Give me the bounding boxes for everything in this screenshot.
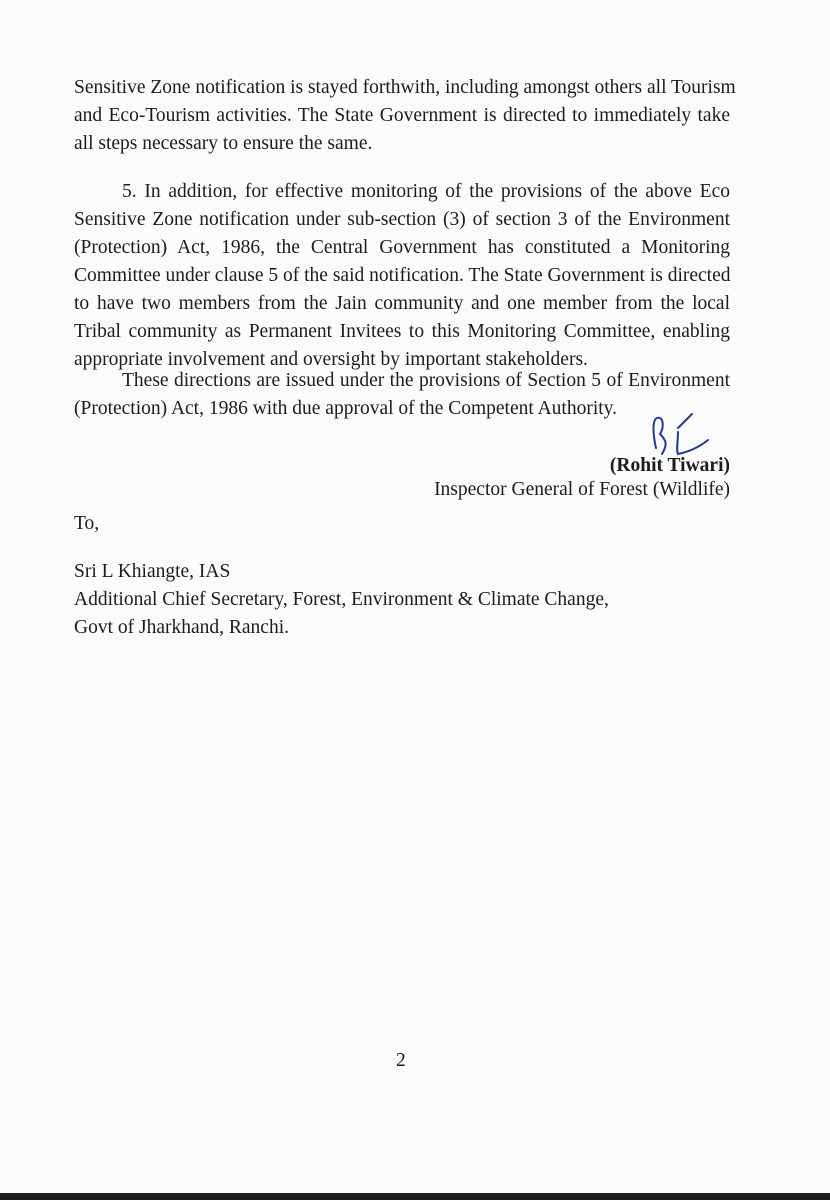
signatory-designation: Inspector General of Forest (Wildlife) xyxy=(434,479,730,500)
text-line: Committee under clause 5 of the said notification. The State Government is directed xyxy=(74,265,731,286)
text-line: (Protection) Act, 1986 with due approval of the Competent Authority. xyxy=(74,398,618,419)
signatory-name: (Rohit Tiwari) xyxy=(609,455,730,476)
addressee-line: Additional Chief Secretary, Forest, Environment & Climate Change, xyxy=(74,589,609,610)
text-line: appropriate involvement and oversight by important stakeholders. xyxy=(74,349,588,370)
text-line: Sensitive Zone notification is stayed forthwith, including amongst others all Tourism xyxy=(74,77,736,98)
text-line: to have two members from the Jain community and one member from the local xyxy=(74,293,730,314)
text-line: and Eco-Tourism activities. The State Government is directed to immediately take xyxy=(74,105,730,126)
text-line: all steps necessary to ensure the same. xyxy=(74,133,373,154)
text-line: (Protection) Act, 1986, the Central Government has constituted a Monitoring xyxy=(74,237,730,258)
salutation: To, xyxy=(74,513,100,534)
addressee-line: Govt of Jharkhand, Ranchi. xyxy=(74,617,289,638)
page-number: 2 xyxy=(396,1050,406,1071)
signature xyxy=(648,410,718,460)
paragraph-5 xyxy=(74,178,730,374)
text-line: Tribal community as Permanent Invitees to this Monitoring Committee, enabling xyxy=(74,321,730,342)
addressee-block xyxy=(74,510,730,642)
addressee-line: Sri L Khiangte, IAS xyxy=(74,561,231,582)
paragraph-continuation xyxy=(74,74,736,158)
paragraph-directions xyxy=(74,367,730,423)
text-line: 5. In addition, for effective monitoring of the provisions of the above Eco xyxy=(122,181,730,202)
text-line: Sensitive Zone notification under sub-section (3) of section 3 of the Environment xyxy=(74,209,730,230)
signatory-block xyxy=(434,454,730,502)
bottom-bar xyxy=(0,1193,830,1200)
text-line: These directions are issued under the provisions of Section 5 of Environment xyxy=(122,370,730,391)
